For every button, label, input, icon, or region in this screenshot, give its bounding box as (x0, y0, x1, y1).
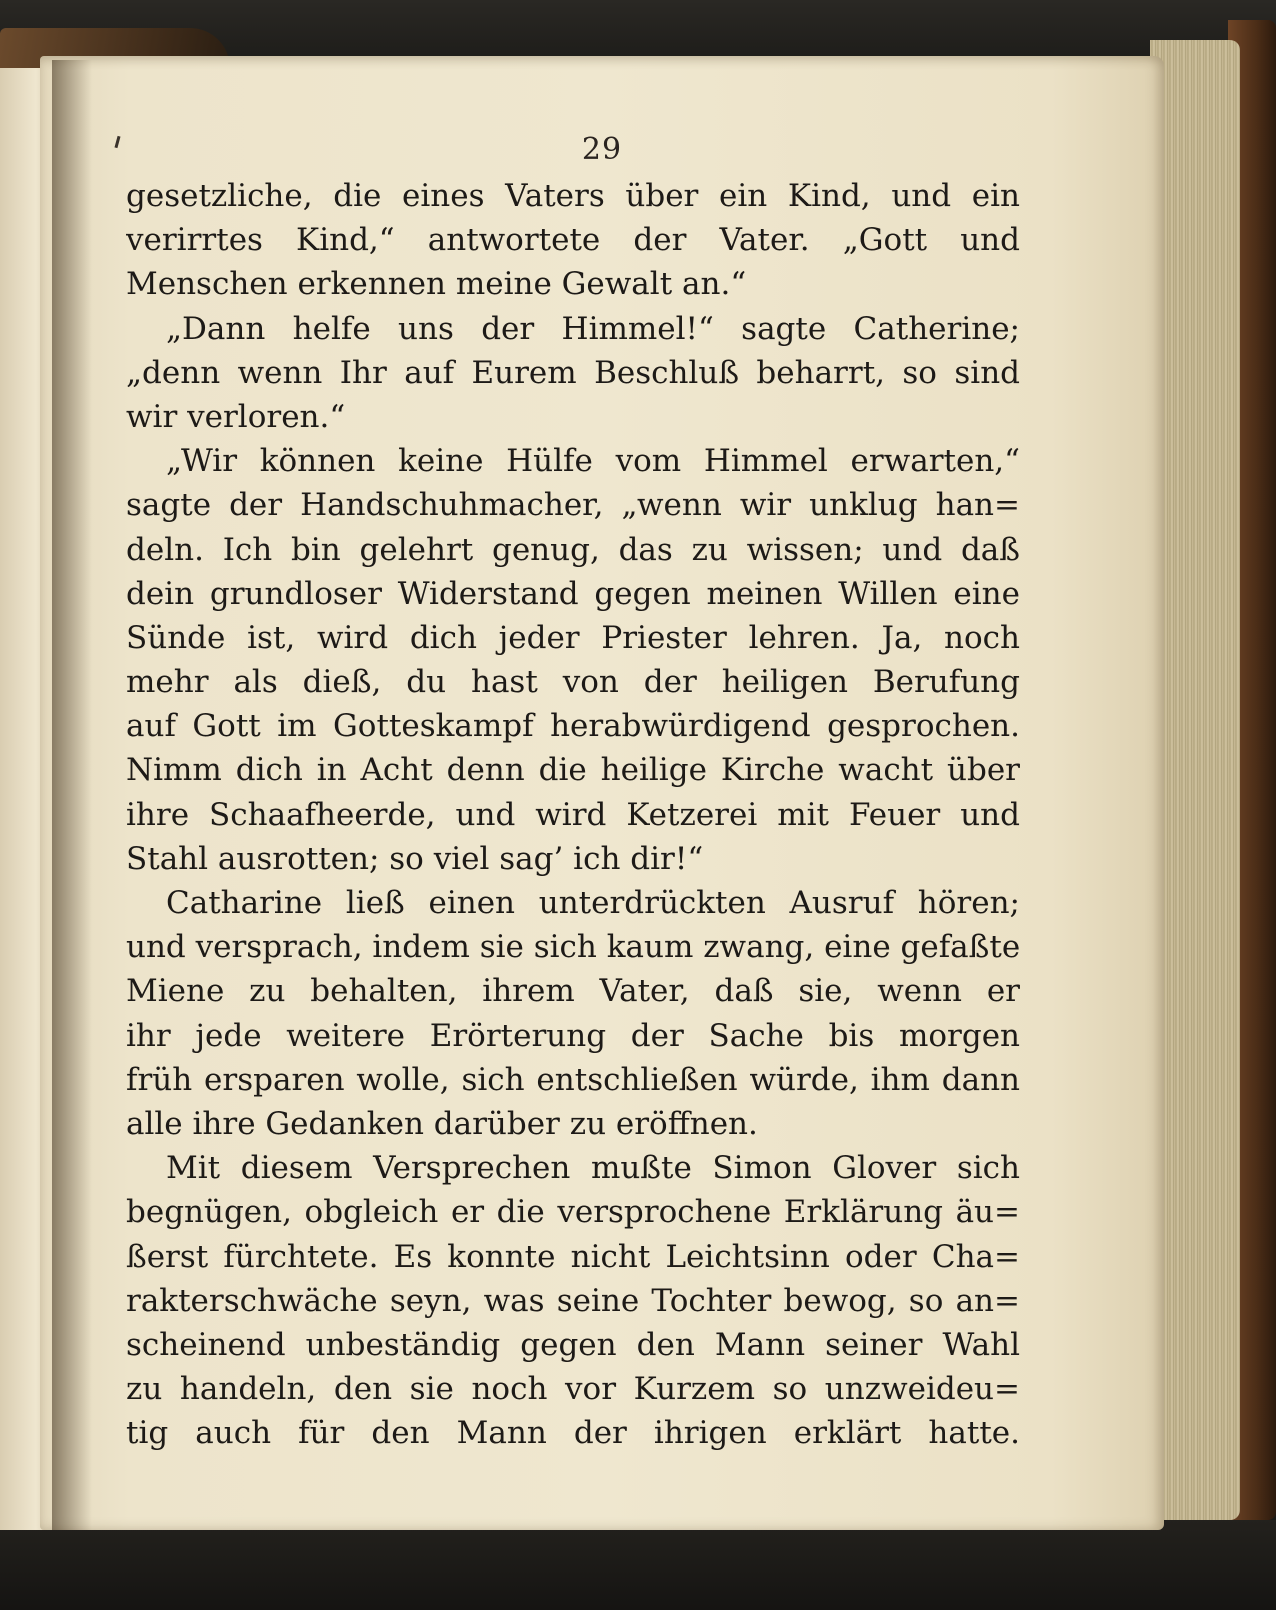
text-line: Sünde ist, wird dich jeder Priester lehren. Ja, noch (126, 619, 1020, 656)
text-line: ßerst fürchtete. Es konnte nicht Leichtsinn oder Cha= (126, 1238, 1020, 1275)
text-line: alle ihre Gedanken darüber zu eröffnen. (126, 1105, 758, 1142)
text-line: Miene zu behalten, ihrem Vater, daß sie, wenn er (126, 973, 1020, 1010)
text-line: Catharine ließ einen unterdrückten Ausruf hören; (166, 885, 1020, 921)
body-text (126, 174, 1020, 1455)
text-line: „Dann helfe uns der Himmel!“ sagte Catherine; (166, 310, 1020, 347)
text-line: sagte der Handschuhmacher, „wenn wir unklug han= (126, 487, 1020, 524)
text-line: deln. Ich bin gelehrt genug, das zu wissen; und daß (126, 531, 1020, 568)
text-line: mehr als dieß, du hast von der heiligen Berufung (126, 664, 1020, 701)
text-line: auf Gott im Gotteskampf herabwürdigend gesprochen. (126, 708, 1020, 745)
text-line: wir verloren.“ (126, 398, 346, 435)
background-bottom (0, 1520, 1276, 1610)
text-line: verirrtes Kind,“ antwortete der Vater. „Gott und (126, 222, 1020, 259)
text-line: Nimm dich in Acht denn die heilige Kirche wacht über (126, 752, 1020, 789)
text-line: begnügen, obgleich er die versprochene Erklärung äu= (126, 1194, 1020, 1231)
text-line: ihr jede weitere Erörterung der Sache bis morgen (126, 1017, 1020, 1054)
text-line: „denn wenn Ihr auf Eurem Beschluß beharrt, so sind (126, 354, 1020, 391)
text-line: dein grundloser Widerstand gegen meinen Willen eine (126, 575, 1020, 612)
text-line: ihre Schaafheerde, und wird Ketzerei mit Feuer und (126, 796, 1020, 833)
text-line: gesetzliche, die eines Vaters über ein Kind, und ein (126, 178, 1020, 214)
text-line: tig auch für den Mann der ihrigen erklärt hatte. (126, 1415, 1020, 1452)
book-page (40, 56, 1164, 1530)
text-line: Menschen erkennen meine Gewalt an.“ (126, 266, 747, 303)
text-line: und versprach, indem sie sich kaum zwang, eine gefaßte (126, 929, 1020, 966)
text-line: rakterschwäche seyn, was seine Tochter bewog, so an= (126, 1282, 1020, 1319)
text-line: „Wir können keine Hülfe vom Himmel erwarten,“ (166, 443, 1020, 480)
page-number: 29 (581, 132, 623, 167)
text-line: Mit diesem Versprechen mußte Simon Glover sich (166, 1150, 1020, 1187)
page-gutter-shadow (52, 60, 92, 1530)
text-line: zu handeln, den sie noch vor Kurzem so unzweideu= (126, 1371, 1020, 1408)
text-line: scheinend unbeständig gegen den Mann seiner Wahl (126, 1326, 1020, 1363)
text-line: Stahl ausrotten; so viel sag’ ich dir!“ (126, 840, 704, 877)
text-line: früh ersparen wolle, sich entschließen würde, ihm dann (126, 1061, 1020, 1098)
